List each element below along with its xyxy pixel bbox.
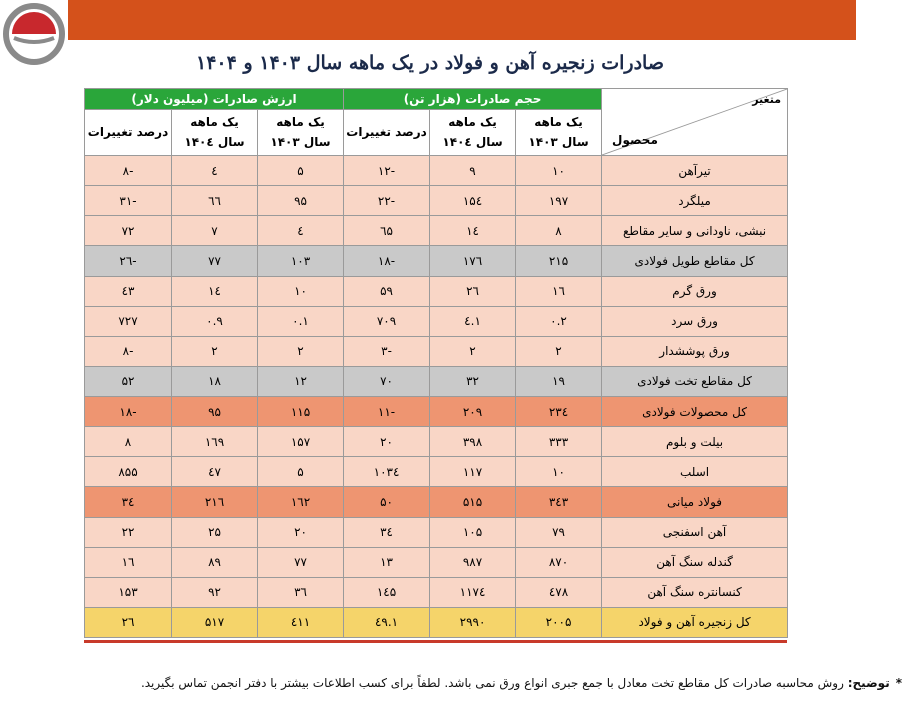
table-row bbox=[85, 487, 788, 517]
val-1404-cell: ۰.۹ bbox=[172, 306, 258, 336]
vol-1404-cell: ۲۹۹۰ bbox=[430, 607, 516, 637]
product-name-cell: تیرآهن bbox=[602, 156, 788, 186]
vol-change-cell: ۳٤ bbox=[344, 517, 430, 547]
vol-1404-cell: ۱۱۷٤ bbox=[430, 577, 516, 607]
vol-1404-cell: ۳۹۸ bbox=[430, 427, 516, 457]
vol-1404-cell: ۹۸۷ bbox=[430, 547, 516, 577]
volume-group-header: حجم صادرات (هزار تن) bbox=[344, 89, 602, 110]
val-1404-cell: ۹۵ bbox=[172, 397, 258, 427]
vol-change-cell: ۲۰ bbox=[344, 427, 430, 457]
page-title: صادرات زنجیره آهن و فولاد در یک ماهه سال ۱۴۰۳ و ۱۴۰۴ bbox=[196, 52, 664, 74]
vol-1403-cell: ۳۳۳ bbox=[516, 427, 602, 457]
product-name-cell: ورق گرم bbox=[602, 276, 788, 306]
footnote-text: روش محاسبه صادرات کل مقاطع تخت معادل با جمع جبری انواع ورق نمی باشد. لطفاً برای کسب اطلاعات بیشتر با دفتر انجمن تماس بگیرید. bbox=[140, 676, 844, 690]
vol-1404-cell: ۹ bbox=[430, 156, 516, 186]
table-row bbox=[85, 306, 788, 336]
val-1403-cell: ۱۱۵ bbox=[258, 397, 344, 427]
top-banner bbox=[68, 0, 856, 40]
val-change-cell: ۷۲۷ bbox=[85, 306, 172, 336]
vol-change-cell: ٦۵ bbox=[344, 216, 430, 246]
table-bottom-line bbox=[84, 640, 787, 643]
product-name-cell: کل مقاطع تخت فولادی bbox=[602, 366, 788, 396]
val-1403-cell: ٤ bbox=[258, 216, 344, 246]
table-row bbox=[85, 427, 788, 457]
product-name-cell: فولاد میانی bbox=[602, 487, 788, 517]
vol-1403-cell: ۱۹۷ bbox=[516, 186, 602, 216]
vol-1403-cell: ۸۷۰ bbox=[516, 547, 602, 577]
vol-1403-cell: ۰.۲ bbox=[516, 306, 602, 336]
table-row bbox=[85, 186, 788, 216]
val-1404-cell: ۲ bbox=[172, 336, 258, 366]
table-row bbox=[85, 607, 788, 637]
association-logo-icon bbox=[0, 0, 68, 70]
vol-1403-cell: ۲۳٤ bbox=[516, 397, 602, 427]
product-label: محصول bbox=[612, 133, 658, 147]
val-1404-cell: ۵۱۷ bbox=[172, 607, 258, 637]
val-change-cell: ۱٦ bbox=[85, 547, 172, 577]
product-name-cell: ورق پوششدار bbox=[602, 336, 788, 366]
table-row bbox=[85, 216, 788, 246]
vol-1404-cell: ۱۰۵ bbox=[430, 517, 516, 547]
vol-1404-cell: ۲٦ bbox=[430, 276, 516, 306]
val-1403-cell: ۲ bbox=[258, 336, 344, 366]
vol-1404-cell: ۱۷٦ bbox=[430, 246, 516, 276]
vol-change-cell: ۱٤۵ bbox=[344, 577, 430, 607]
val-change-cell: ۲٦ bbox=[85, 607, 172, 637]
vol-change-cell: ٤۹.۱ bbox=[344, 607, 430, 637]
vol-1403-cell: ۳٤۳ bbox=[516, 487, 602, 517]
product-name-cell: کل زنجیره آهن و فولاد bbox=[602, 607, 788, 637]
vol-change-cell: ۷۰ bbox=[344, 366, 430, 396]
vol-change-cell: -۱۸ bbox=[344, 246, 430, 276]
vol-1403-cell: ۲۰۰۵ bbox=[516, 607, 602, 637]
val-1403-cell: ۱۲ bbox=[258, 366, 344, 396]
val-1404-header: یک ماهه سال ۱۴۰٤ bbox=[172, 110, 258, 156]
vol-1403-cell: ۷۹ bbox=[516, 517, 602, 547]
product-name-cell: ورق سرد bbox=[602, 306, 788, 336]
footnote-label: توضیح: bbox=[847, 676, 890, 690]
val-1403-cell: ۱٦۲ bbox=[258, 487, 344, 517]
val-change-cell: ۳٤ bbox=[85, 487, 172, 517]
val-1404-cell: ۱٤ bbox=[172, 276, 258, 306]
val-1404-cell: ۷۷ bbox=[172, 246, 258, 276]
val-change-cell: ۱۵۳ bbox=[85, 577, 172, 607]
vol-1404-cell: ۵۱۵ bbox=[430, 487, 516, 517]
vol-change-cell: -۲۲ bbox=[344, 186, 430, 216]
val-1404-cell: ۲۵ bbox=[172, 517, 258, 547]
product-name-cell: گندله سنگ آهن bbox=[602, 547, 788, 577]
vol-1404-cell: ۲ bbox=[430, 336, 516, 366]
table-row bbox=[85, 577, 788, 607]
table-row bbox=[85, 276, 788, 306]
vol-change-cell: -۱۲ bbox=[344, 156, 430, 186]
val-1403-cell: ۰.۱ bbox=[258, 306, 344, 336]
vol-change-cell: ۵۰ bbox=[344, 487, 430, 517]
product-name-cell: کنسانتره سنگ آهن bbox=[602, 577, 788, 607]
vol-1403-cell: ۸ bbox=[516, 216, 602, 246]
vol-1404-header: یک ماهه سال ۱۴۰٤ bbox=[430, 110, 516, 156]
val-1403-header: یک ماهه سال ۱۴۰۳ bbox=[258, 110, 344, 156]
table-row bbox=[85, 156, 788, 186]
vol-change-cell: ۵۹ bbox=[344, 276, 430, 306]
val-1403-cell: ۵ bbox=[258, 457, 344, 487]
vol-1403-cell: ۱٦ bbox=[516, 276, 602, 306]
table-row bbox=[85, 547, 788, 577]
val-1403-cell: ۲۰ bbox=[258, 517, 344, 547]
vol-1404-cell: ۱۵٤ bbox=[430, 186, 516, 216]
product-name-cell: میلگرد bbox=[602, 186, 788, 216]
vol-1403-header: یک ماهه سال ۱۴۰۳ bbox=[516, 110, 602, 156]
val-1404-cell: ۷ bbox=[172, 216, 258, 246]
val-change-cell: ۸ bbox=[85, 427, 172, 457]
val-1403-cell: ۵ bbox=[258, 156, 344, 186]
val-change-cell: -۳۱ bbox=[85, 186, 172, 216]
val-1403-cell: ٤۱۱ bbox=[258, 607, 344, 637]
product-name-cell: نبشی، ناودانی و سایر مقاطع bbox=[602, 216, 788, 246]
val-1404-cell: ۱۸ bbox=[172, 366, 258, 396]
val-change-header: درصد تغییرات bbox=[85, 110, 172, 156]
vol-1404-cell: ۲۰۹ bbox=[430, 397, 516, 427]
val-1404-cell: ۸۹ bbox=[172, 547, 258, 577]
product-name-cell: بیلت و بلوم bbox=[602, 427, 788, 457]
val-1403-cell: ۱۰۳ bbox=[258, 246, 344, 276]
footnote bbox=[22, 676, 902, 690]
table-row bbox=[85, 336, 788, 366]
vol-1403-cell: ۲۱۵ bbox=[516, 246, 602, 276]
vol-change-cell: ۷۰۹ bbox=[344, 306, 430, 336]
val-1403-cell: ۱۵۷ bbox=[258, 427, 344, 457]
vol-1404-cell: ۱۱۷ bbox=[430, 457, 516, 487]
product-name-cell: آهن اسفنجی bbox=[602, 517, 788, 547]
vol-change-header: درصد تغییرات bbox=[344, 110, 430, 156]
val-change-cell: ۲۲ bbox=[85, 517, 172, 547]
product-name-cell: کل مقاطع طویل فولادی bbox=[602, 246, 788, 276]
value-group-header: ارزش صادرات (میلیون دلار) bbox=[85, 89, 344, 110]
product-name-cell: اسلب bbox=[602, 457, 788, 487]
val-1404-cell: ٦٦ bbox=[172, 186, 258, 216]
vol-1404-cell: ۳۲ bbox=[430, 366, 516, 396]
vol-1403-cell: ٤۷۸ bbox=[516, 577, 602, 607]
val-1404-cell: ۱٦۹ bbox=[172, 427, 258, 457]
val-change-cell: ۵۲ bbox=[85, 366, 172, 396]
table-row bbox=[85, 457, 788, 487]
val-change-cell: -۱۸ bbox=[85, 397, 172, 427]
export-table bbox=[84, 88, 788, 638]
val-1404-cell: ٤۷ bbox=[172, 457, 258, 487]
val-change-cell: -۲٦ bbox=[85, 246, 172, 276]
table-row bbox=[85, 366, 788, 396]
footnote-star: * bbox=[895, 676, 902, 690]
val-1403-cell: ۳٦ bbox=[258, 577, 344, 607]
vol-1404-cell: ۱٤ bbox=[430, 216, 516, 246]
val-1403-cell: ۷۷ bbox=[258, 547, 344, 577]
val-change-cell: ۷۲ bbox=[85, 216, 172, 246]
val-change-cell: -۸ bbox=[85, 156, 172, 186]
table-row bbox=[85, 397, 788, 427]
vol-change-cell: -۱۱ bbox=[344, 397, 430, 427]
vol-change-cell: ۱۰۳٤ bbox=[344, 457, 430, 487]
val-change-cell: -۸ bbox=[85, 336, 172, 366]
product-name-cell: کل محصولات فولادی bbox=[602, 397, 788, 427]
table-row bbox=[85, 246, 788, 276]
val-1404-cell: ۲۱٦ bbox=[172, 487, 258, 517]
variable-label: متغیر bbox=[752, 93, 782, 106]
vol-1403-cell: ۱۰ bbox=[516, 156, 602, 186]
vol-change-cell: ۱۳ bbox=[344, 547, 430, 577]
val-1404-cell: ٤ bbox=[172, 156, 258, 186]
vol-change-cell: -۳ bbox=[344, 336, 430, 366]
vol-1403-cell: ۱۹ bbox=[516, 366, 602, 396]
vol-1403-cell: ۲ bbox=[516, 336, 602, 366]
val-1403-cell: ۹۵ bbox=[258, 186, 344, 216]
corner-header bbox=[602, 89, 788, 156]
val-1403-cell: ۱۰ bbox=[258, 276, 344, 306]
val-change-cell: ٤۳ bbox=[85, 276, 172, 306]
vol-1403-cell: ۱۰ bbox=[516, 457, 602, 487]
vol-1404-cell: ۱.٤ bbox=[430, 306, 516, 336]
table-row bbox=[85, 517, 788, 547]
val-1404-cell: ۹۲ bbox=[172, 577, 258, 607]
val-change-cell: ۸۵۵ bbox=[85, 457, 172, 487]
